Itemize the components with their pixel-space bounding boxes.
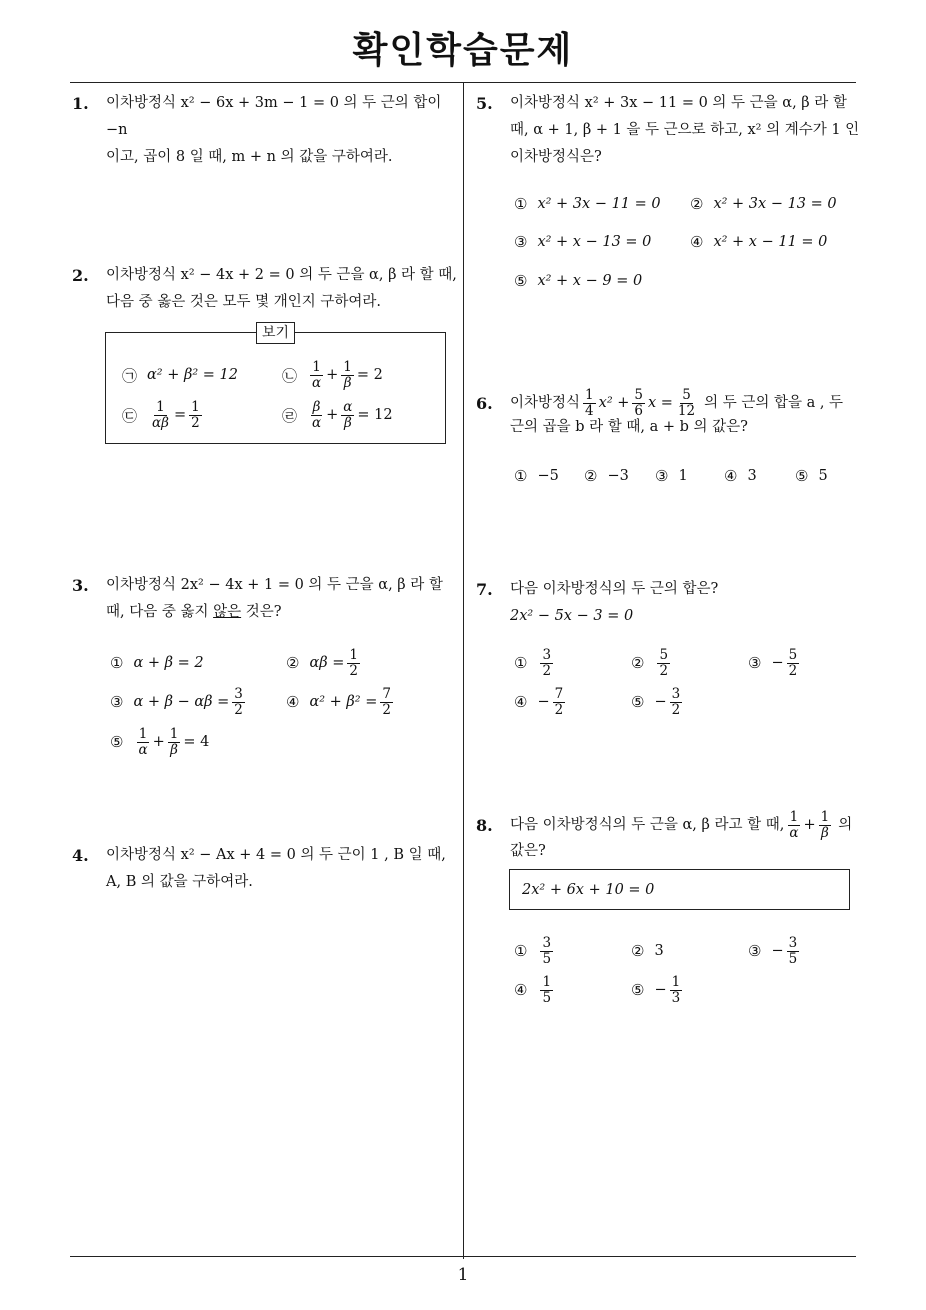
option-5: [631, 683, 685, 721]
option-sign: −: [771, 943, 784, 959]
option-expression: α + β − αβ =: [133, 694, 230, 710]
option-5: [631, 971, 685, 1009]
denominator: α: [789, 824, 799, 841]
question-text: [106, 572, 443, 626]
option-mark: ②: [631, 654, 645, 672]
item-mark: ㉡: [282, 366, 298, 385]
option-mark: ⑤: [631, 981, 645, 999]
option-mark: ①: [514, 942, 528, 960]
option-3: [655, 457, 688, 495]
numerator: 1: [349, 646, 358, 663]
option-expression: x² + x − 13 = 0: [537, 234, 652, 250]
numerator: 7: [554, 685, 564, 702]
question-line: [106, 599, 443, 626]
option-mark: ②: [690, 195, 704, 213]
option-expression: α² + β² =: [309, 694, 378, 710]
right-hand-side: = 2: [356, 367, 383, 383]
option-3: [514, 223, 651, 261]
bogi-item-a: [122, 356, 238, 394]
numerator: β: [312, 398, 321, 415]
numerator: 1: [820, 808, 830, 825]
numerator: α: [343, 398, 353, 415]
option-mark: ⑤: [514, 272, 528, 290]
question-line: 근의 곱을 b 라 할 때, a + b 의 값은?: [510, 419, 748, 435]
fraction: [540, 975, 553, 1006]
option-mark: ③: [110, 693, 124, 711]
question-line: 이차방정식 x² − 6x + 3m − 1 = 0 의 두 근의 합이 −n: [106, 95, 442, 138]
right-hand-side: = 4: [183, 734, 210, 750]
numerator: 1: [671, 973, 681, 990]
numerator: 5: [682, 386, 691, 403]
numerator: 5: [659, 646, 669, 663]
text-part: 때, 다음 중 옳지: [106, 604, 214, 620]
option-5: [514, 262, 642, 300]
question-3: [72, 572, 462, 632]
question-line: 이차방정식 2x² − 4x + 1 = 0 의 두 근을 α, β 라 할: [106, 577, 443, 593]
option-4: [286, 683, 396, 721]
option-2: [690, 185, 837, 223]
option-mark: ①: [514, 195, 528, 213]
fraction: [341, 360, 354, 391]
numerator: 5: [788, 646, 798, 663]
column-divider: [463, 83, 464, 1259]
question-8: [476, 806, 866, 876]
option-mark: ⑤: [631, 693, 645, 711]
numerator: 5: [634, 386, 643, 403]
fraction: [232, 687, 245, 718]
fraction: [341, 400, 354, 431]
option-mark: ④: [514, 981, 528, 999]
option-sign: −: [654, 982, 667, 998]
denominator: 6: [634, 402, 643, 419]
option-1: [514, 644, 556, 682]
option-sign: −: [654, 694, 667, 710]
question-line: 이차방정식 x² + 3x − 11 = 0 의 두 근을 α, β 라 할: [510, 95, 847, 111]
question-number: 5.: [476, 94, 493, 113]
numerator: 1: [191, 398, 200, 415]
question-text: [510, 576, 718, 630]
option-4: [514, 683, 568, 721]
text-part: 의: [838, 816, 853, 833]
denominator: 3: [671, 989, 681, 1006]
numerator: 3: [234, 685, 243, 702]
numerator: 3: [542, 934, 552, 951]
text-part: 다음 이차방정식의 두 근을 α, β 라고 할 때,: [510, 816, 785, 833]
fraction: [189, 400, 202, 431]
question-line: 다음 이차방정식의 두 근의 합은?: [510, 581, 719, 597]
numerator: 1: [156, 398, 165, 415]
numerator: 1: [169, 725, 179, 742]
option-mark: ②: [631, 942, 645, 960]
option-expression: x² + x − 11 = 0: [713, 234, 828, 250]
fraction: [540, 648, 553, 679]
operator: +: [326, 407, 339, 423]
option-1: [110, 644, 204, 682]
denominator: αβ: [152, 414, 169, 431]
text-part: 것은?: [241, 604, 282, 620]
option-expression: x² + 3x − 13 = 0: [713, 196, 837, 212]
option-3: [110, 683, 248, 721]
option-sign: −: [771, 655, 784, 671]
item-mark: ㉠: [122, 366, 138, 385]
option-expression: αβ =: [309, 655, 345, 671]
denominator: 4: [585, 402, 594, 419]
page-title: 확인학습문제: [352, 30, 574, 71]
denominator: 2: [382, 701, 391, 718]
denominator: 12: [677, 402, 696, 419]
question-1: [72, 90, 462, 165]
question-6: [476, 384, 866, 454]
option-mark: ③: [655, 467, 669, 485]
option-2: [631, 932, 664, 970]
bogi-label: 보기: [256, 322, 295, 344]
fraction: [670, 687, 683, 718]
question-number: 8.: [476, 816, 493, 835]
option-value: −5: [537, 468, 559, 484]
question-text: [510, 90, 859, 171]
question-text: [106, 842, 446, 896]
fraction: [136, 727, 149, 758]
question-line: A, B 의 값을 구하여라.: [106, 874, 253, 890]
equation-box: [509, 869, 850, 910]
option-value: 3: [747, 468, 757, 484]
option-3: [748, 644, 802, 682]
option-1: [514, 185, 661, 223]
question-number: 2.: [72, 266, 89, 285]
denominator: 5: [542, 989, 552, 1006]
option-mark: ④: [724, 467, 738, 485]
numerator: 1: [542, 973, 552, 990]
operator: +: [152, 734, 165, 750]
question-number: 1.: [72, 94, 89, 113]
numerator: 1: [789, 808, 799, 825]
question-7: [476, 576, 866, 636]
denominator: 5: [788, 950, 798, 967]
fraction: [540, 936, 553, 967]
question-text: [106, 90, 462, 171]
option-value: 1: [678, 468, 688, 484]
option-2: [631, 644, 673, 682]
option-value: 3: [654, 943, 664, 959]
option-expression: x² + x − 9 = 0: [537, 273, 643, 289]
option-mark: ③: [514, 233, 528, 251]
bogi-item-b: [282, 356, 383, 394]
option-mark: ③: [748, 942, 762, 960]
item-mark: ㉢: [122, 406, 138, 425]
denominator: β: [343, 414, 352, 431]
fraction: [819, 810, 832, 841]
option-mark: ②: [286, 654, 300, 672]
fraction: [787, 936, 800, 967]
question-line: 다음 중 옳은 것은 모두 몇 개인지 구하여라.: [106, 294, 381, 310]
option-4: [690, 223, 827, 261]
denominator: α: [138, 741, 148, 758]
fraction: [787, 648, 800, 679]
denominator: β: [343, 374, 352, 391]
fraction: [787, 810, 800, 841]
option-sign: −: [537, 694, 550, 710]
denominator: 2: [554, 701, 564, 718]
question-4: [72, 842, 462, 902]
text-part: 의 두 근의 합을 a , 두: [704, 394, 844, 411]
numerator: 3: [671, 685, 681, 702]
option-mark: ④: [690, 233, 704, 251]
option-expression: α + β = 2: [133, 655, 204, 671]
fraction: [347, 648, 360, 679]
fraction: [168, 727, 181, 758]
question-number: 3.: [72, 576, 89, 595]
question-number: 6.: [476, 394, 493, 413]
fraction: [657, 648, 670, 679]
option-mark: ①: [514, 467, 528, 485]
question-line: 값은?: [510, 843, 546, 859]
question-5: [476, 90, 866, 174]
page-number: 1: [457, 1265, 469, 1285]
denominator: 2: [234, 701, 243, 718]
fraction: [310, 360, 323, 391]
option-mark: ①: [514, 654, 528, 672]
denominator: 5: [542, 950, 552, 967]
question-text: [106, 262, 457, 316]
denominator: 2: [191, 414, 200, 431]
option-1: [514, 932, 556, 970]
operator: =: [173, 407, 187, 423]
question-line: 이차방정식 x² − Ax + 4 = 0 의 두 근이 1 , B 일 때,: [106, 847, 446, 863]
denominator: β: [821, 824, 829, 841]
question-number: 7.: [476, 580, 493, 599]
numerator: 3: [542, 646, 552, 663]
fraction: [670, 975, 683, 1006]
item-mark: ㉣: [282, 406, 298, 425]
fraction: [150, 400, 171, 431]
option-2: [286, 644, 363, 682]
boxed-equation: 2x² + 6x + 10 = 0: [522, 881, 655, 898]
bogi-item-d: [282, 396, 393, 434]
option-5: [110, 723, 209, 761]
numerator: 7: [382, 685, 391, 702]
text-part: 이차방정식: [510, 394, 581, 411]
bottom-rule: [70, 1256, 856, 1257]
option-value: 5: [818, 468, 828, 484]
underlined-word: 않은: [213, 604, 242, 620]
option-expression: x² + 3x − 11 = 0: [537, 196, 661, 212]
option-mark: ⑤: [795, 467, 809, 485]
option-4: [514, 971, 556, 1009]
option-2: [584, 457, 629, 495]
equation: 2x² − 5x − 3 = 0: [510, 608, 634, 624]
question-line: 이차방정식은?: [510, 149, 602, 165]
option-1: [514, 457, 559, 495]
option-mark: ②: [584, 467, 598, 485]
option-mark: ③: [748, 654, 762, 672]
option-5: [795, 457, 828, 495]
denominator: 2: [671, 701, 681, 718]
numerator: 1: [343, 358, 352, 375]
option-4: [724, 457, 757, 495]
operator: +: [326, 367, 339, 383]
numerator: 1: [138, 725, 148, 742]
option-mark: ⑤: [110, 733, 124, 751]
operator: +: [803, 816, 816, 833]
denominator: 2: [349, 662, 358, 679]
expression-part: x² +: [598, 394, 630, 411]
fraction: [310, 400, 323, 431]
bogi-item-c: [122, 396, 205, 434]
denominator: α: [312, 414, 322, 431]
denominator: 2: [542, 662, 552, 679]
option-mark: ①: [110, 654, 124, 672]
question-line: 이고, 곱이 8 일 때, m + n 의 값을 구하여라.: [106, 149, 393, 165]
question-2: [72, 262, 462, 322]
numerator: 1: [585, 386, 594, 403]
item-expression: α² + β² = 12: [147, 367, 239, 383]
question-line: 이차방정식 x² − 4x + 2 = 0 의 두 근을 α, β 라 할 때,: [106, 267, 457, 283]
option-mark: ④: [286, 693, 300, 711]
numerator: 3: [788, 934, 798, 951]
numerator: 1: [312, 358, 321, 375]
question-text: [510, 806, 852, 865]
expression-part: x =: [647, 394, 673, 411]
denominator: α: [312, 374, 322, 391]
fraction: [380, 687, 393, 718]
denominator: 2: [788, 662, 798, 679]
right-hand-side: = 12: [357, 407, 393, 423]
question-number: 4.: [72, 846, 89, 865]
option-3: [748, 932, 802, 970]
question-line: 때, α + 1, β + 1 을 두 근으로 하고, x² 의 계수가 1 인: [510, 122, 860, 138]
question-text: [510, 384, 843, 441]
denominator: 2: [659, 662, 669, 679]
option-mark: ④: [514, 693, 528, 711]
denominator: β: [170, 741, 178, 758]
fraction: [553, 687, 566, 718]
option-value: −3: [607, 468, 629, 484]
